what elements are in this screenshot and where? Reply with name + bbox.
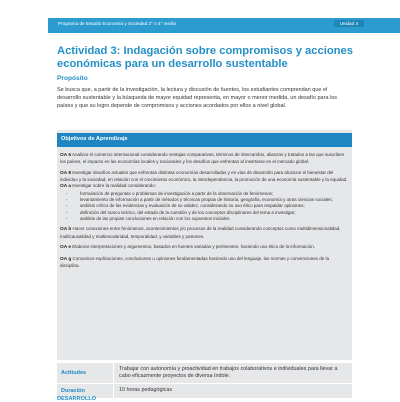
oa-a-list	[60, 191, 348, 222]
oa-b	[60, 226, 348, 240]
duracion-label: Duración	[57, 384, 113, 398]
proposito-heading: Propósito	[57, 75, 88, 82]
oa-g	[60, 256, 348, 270]
header-bar	[48, 18, 400, 33]
unit-badge: Unidad 4	[334, 20, 364, 27]
oa-code: OA b	[60, 227, 72, 233]
table-row	[57, 362, 352, 383]
oa-text: Investigar sobre la realidad considerando:	[72, 183, 156, 189]
oa-code: OA 6	[60, 153, 72, 158]
oa-8	[60, 170, 348, 191]
oa-text: Investigar desafíos actuales que enfrentan distintas economías desarrolladas y en vías de desarrollo para alcanzar el bienestar del individuo y la sociedad, en relación con el crecimiento económico, la interdependencia, la promoción de una economía sustentable y la equidad.	[60, 169, 348, 183]
oa-code: OA g	[60, 256, 72, 262]
activity-title: Actividad 3: Indagación sobre compromisos y acciones económicas para un desarrollo sustentable	[57, 45, 353, 70]
desarrollo-heading: DESARROLLO	[57, 396, 97, 402]
list-item: - análisis crítico de las evidencias y evaluación de su validez, considerando su uso ético para respaldar opiniones;	[66, 203, 348, 209]
objetivos-body	[60, 152, 348, 273]
list-item: - levantamiento de información a partir de métodos y técnicas propias de historia, geografía, economía y otras ciencias sociales;	[66, 197, 348, 203]
oa-code: OA 8	[60, 170, 72, 176]
oa-code: OA a	[60, 184, 72, 190]
actitudes-text: Trabajar con autonomía y proactividad en trabajos colaborativos e individuales para llevar a cabo eficazmente proyectos de diversa índole.	[113, 363, 352, 383]
list-item: - análisis de las propias conclusiones en relación con los supuestos iniciales.	[66, 216, 348, 222]
duracion-text: 10 horas pedagógicas	[113, 384, 352, 398]
info-table	[57, 362, 352, 398]
list-item: - formulación de preguntas o problemas de investigación a partir de la observación de fenómenos;	[66, 191, 348, 197]
objetivos-heading: Objetivos de Aprendizaje	[61, 136, 128, 142]
proposito-text: Se busca que, a partir de la investigación, la lectura y discusión de fuentes, los estudiantes comprendan que el desarrollo sustentable y la búsqueda de mayor equidad representa, en mayor o menor medida, un desafío para los países y que su logro depende de compromisos y acciones acordados por ellos a nivel global.	[57, 87, 338, 110]
table-row	[57, 383, 352, 398]
oa-text: Analizar el comercio internacional considerando ventajas comparativas, términos de intercambio, alianzas y tratados a las que suscriben los países, el impacto en las economías locales y nacionales y los desafíos que enfrentan al insertarse en el mercado global.	[60, 152, 345, 165]
oa-code: OA e	[60, 245, 72, 251]
oa-6	[60, 152, 348, 166]
actitudes-label: Actitudes	[57, 363, 113, 383]
oa-e	[60, 244, 348, 251]
list-item: - definición del marco teórico, del estado de la cuestión y de los conceptos disciplinares del tema a investigar;	[66, 210, 348, 216]
oa-text: Hacer conexiones entre fenómenos, acontecimientos y/o procesos de la realidad considerando conceptos como multidimensionalidad, multicausalidad y multiescalaridad, temporalidad, y variables y patrones.	[60, 226, 341, 239]
program-name: Programa de Estudio Economía y Sociedad 3° o 4° medio	[58, 21, 177, 26]
objetivos-header	[57, 133, 352, 147]
oa-text: Comunicar explicaciones, conclusiones u opiniones fundamentadas haciendo uso del lenguaje, las normas y convenciones de la disciplina.	[60, 255, 329, 268]
oa-text: Elaborar interpretaciones y argumentos, basados en fuentes variadas y pertinentes, haciendo uso ético de la información.	[72, 244, 315, 250]
